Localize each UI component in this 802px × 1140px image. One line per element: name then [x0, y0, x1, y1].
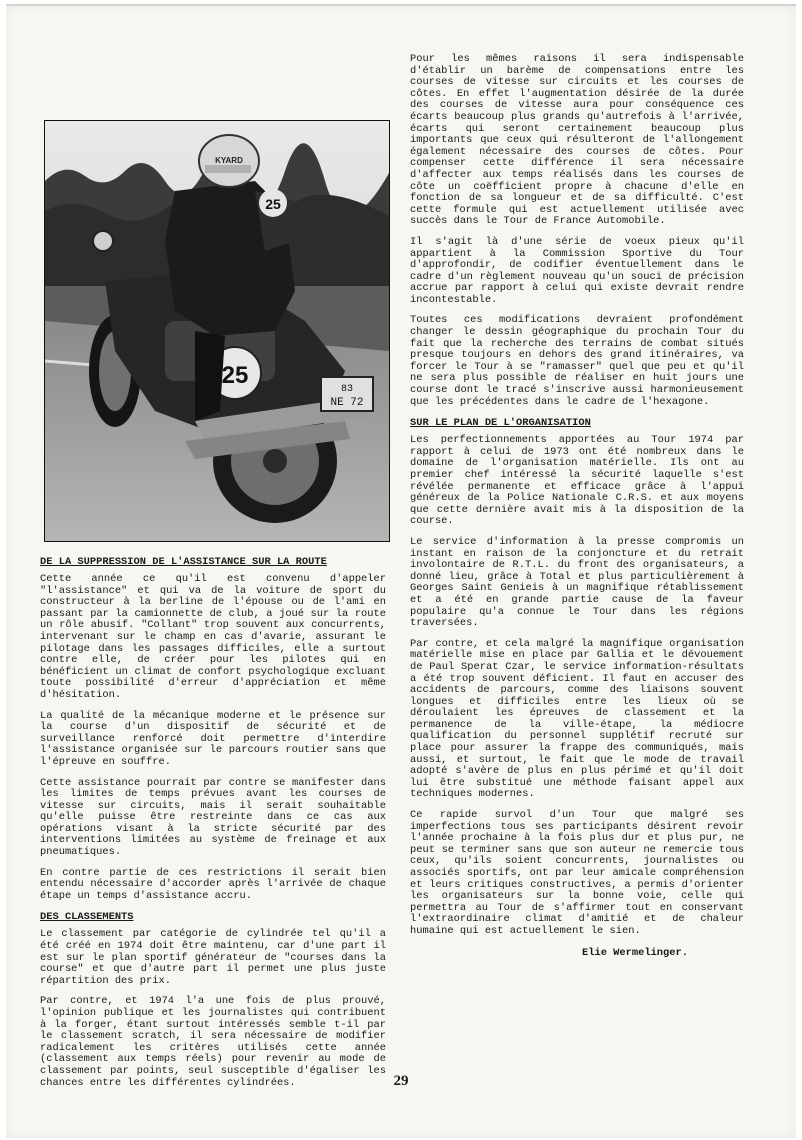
right-column [410, 54, 744, 959]
paragraph: Pour les mêmes raisons il sera indispensable d'établir un barème de compensations entre les courses de vitesse sur circuits et les courses de côtes. En effet l'augmentation désirée de la durée des courses de vitesse aura pour conséquence ces écarts beaucoup plus grands qu'autrefois à l'arrivée, écarts qui seront certainement beaucoup plus importants que ceux qui résulteront de l'allongement également nécessaire des courses de côtes. Pour compenser cette différence il sera nécessaire d'affecter aux temps réalisés dans les courses de côte un coëfficient propre à chacune d'elle en fonction de sa longueur et de sa difficulté. C'est cette formule qui est actuellement utilisée avec succès dans le Tour de France Automobile. [410, 53, 744, 228]
license-plate-line2: NE 72 [330, 397, 364, 409]
paragraph: La qualité de la mécanique moderne et le présence sur la course d'un dispositif de sécurité et de surveillance renforcé doit permettre d'interdire l'assistance organisée sur le parcours routier sans que l'épreuve en souffre. [40, 709, 386, 768]
paragraph: Il s'agit là d'une série de voeux pieux qu'il appartient à la Commission Sportive du Tour d'approfondir, de codifier éventuellement dans le cadre d'un règlement nouveau qu'un souci de précision accrue par rapport à celui qui existe devrait rendre incontestable. [410, 235, 744, 306]
helmet-text: KYARD [215, 156, 243, 165]
paragraph: Ce rapide survol d'un Tour que malgré ses imperfections tous ses participants désirent revoir l'année prochaine à la fois plus dur et plus pur, ne peut se terminer sans que son auteur ne remercie tous ceux, qu'ils soient concurrents, journalistes ou associés sportifs, ont par leur amicale compréhension et leurs critiques constructives, a permis d'orienter les organisateurs sur la bonne voie, celle qui permettra au Tour de s'affirmer tout en conservant l'extraordinaire climat d'amitié et de chaleur humaine qui est actuellement le sien. [410, 809, 744, 937]
author-signature: Elie Wermelinger. [581, 946, 688, 959]
license-plate-line1: 83 [340, 384, 354, 395]
race-number: 25 [221, 362, 249, 389]
paragraph: Les perfectionnements apportées au Tour 1974 par rapport à celui de 1973 ont été nombreux dans le domaine de l'organisation matérielle. Ils ont au premier chef intéressé la sécurité laquelle s'est révélée permanente et efficace grâce à l'appui généreux de la Police Nationale C.R.S. et aux moyens que cette dernière avait mis à la disposition de la course. [410, 434, 744, 528]
svg-text:25: 25 [265, 196, 281, 212]
section-heading-assistance: DE LA SUPPRESSION DE L'ASSISTANCE SUR LA ROUTE [40, 556, 327, 568]
page-number: 29 [393, 1073, 409, 1089]
left-column [40, 556, 386, 1098]
paragraph: Par contre, et 1974 l'a une fois de plus prouvé, l'opinion publique et les journalistes qui contribuent à la forger, étant surtout intéressés semble t-il par le classement scratch, il sera nécessaire de modifier radicalement les critères utilisés cette année (classement aux temps réels) pour revenir au mode de classement par points, seul susceptible d'égaliser les chances entre les différentes cylindrées. [40, 995, 386, 1089]
paragraph: Cette assistance pourrait par contre se manifester dans les limites de temps prévues avant les courses de vitesse sur circuits, mais il serait souhaitable qu'elle puisse être restreinte dans ce cas aux opérations visant à la stricte sécurité par des interventions limitées au système de freinage et aux pneumatiques. [40, 776, 386, 859]
section-heading-classements: DES CLASSEMENTS [40, 911, 134, 924]
paragraph: Cette année ce qu'il est convenu d'appeler "l'assistance" et qui va de la voiture de sport du constructeur à la berline de l'épouse ou de l'ami en passant par la camionnette de club, a joué sur la route un rôle abusif. "Collant" trop souvent aux concurrents, intervenant sur le champ en cas d'avarie, assurant le pilotage dans les passages difficiles, elle a surtout contre elle, de créer pour les pilotes qui en bénéficient un climat de confort psychologique excluant toute possibilité d'erreur d'appréciation et même d'hésitation. [40, 573, 386, 701]
paragraph: Le classement par catégorie de cylindrée tel qu'il a été créé en 1974 doit être maintenu, car d'une part il est sur le plan sportif générateur de "courses dans la course" et que d'autre part il permet une plus juste répartition des prix. [40, 928, 386, 987]
paragraph: Par contre, et cela malgré la magnifique organisation matérielle mise en place par Gallia et le dévouement de Paul Sperat Czar, le service information-résultats a été trop souvent déficient. Il faut en accuser des accidents de parcours, comme des liaisons souvent longues et difficiles entre les lieux où se déroulaient les épreuves de classement et la permanence de la ville-étape, la médiocre qualification du personnel supplétif recruté sur place pour assurer la frappe des communiqués, mais aussi, et surtout, le fait que le mode de travail adopté s'avère de plus en plus périmé et qu'il doit lui être substitué une méthode faisant appel aux techniques modernes. [410, 637, 744, 801]
paragraph: Toutes ces modifications devraient profondément changer le dessin géographique du prochain Tour du fait que la recherche des terrains de combat situés presque toujours en dehors des grand itinéraires, va forcer le Tour à se "ramasser" quel que peu et qu'il ne sera plus possible de réaliser en huit jours une course dont le tracé s'inscrive aussi harmonieusement que les précédentes dans le cadre de l'hexagone. [410, 314, 744, 408]
paragraph: En contre partie de ces restrictions il serait bien entendu nécessaire d'accorder après l'arrivée de chaque étape un temps d'assistance accru. [40, 866, 386, 902]
motorcycle-rider-photo [44, 120, 390, 542]
section-heading-organisation: SUR LE PLAN DE L'ORGANISATION [410, 417, 591, 430]
paragraph: Le service d'information à la presse compromis un instant en raison de la conjoncture et du retrait involontaire de R.T.L. du front des organisateurs, a donné lieu, grâce à Total et plus particulièrement à Georges Saint Genieis à un magnifique rétablissement et a été en grande partie cause de la faveur populaire qu'a connue le Tour dans les régions traversées. [410, 535, 744, 630]
